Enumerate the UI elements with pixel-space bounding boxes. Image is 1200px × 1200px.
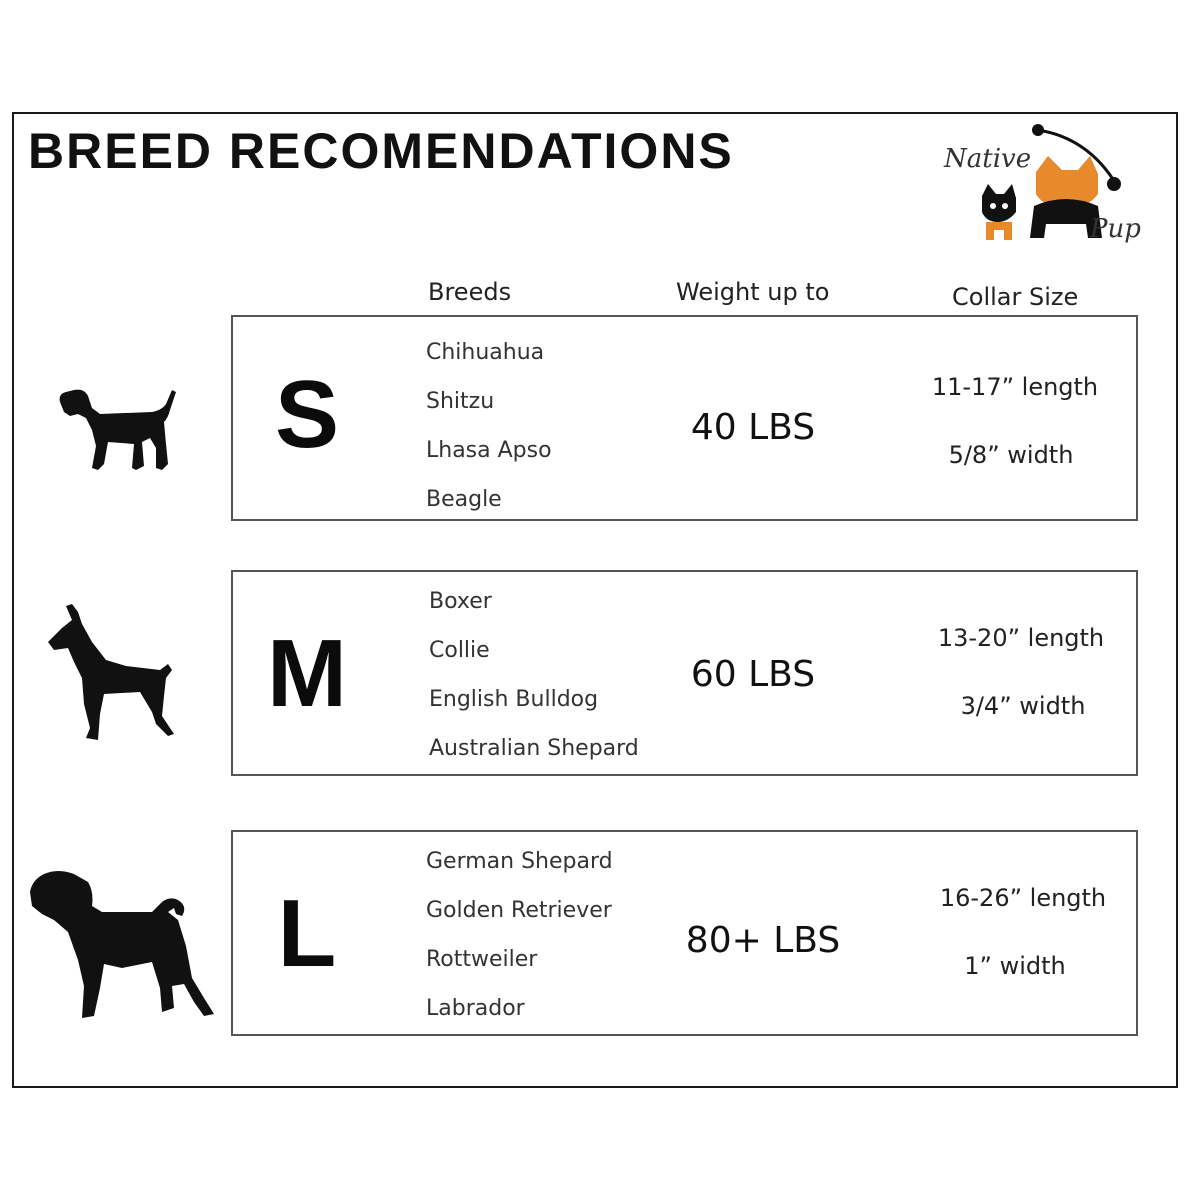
size-m-box bbox=[231, 570, 1138, 776]
header-weight: Weight up to bbox=[676, 278, 830, 306]
breed-item: Beagle bbox=[426, 487, 502, 512]
collar-width: 5/8” width bbox=[948, 441, 1074, 469]
header-breeds: Breeds bbox=[428, 278, 512, 306]
size-letter: S bbox=[274, 361, 340, 468]
breed-item: English Bulldog bbox=[429, 687, 599, 712]
weight-value: 40 LBS bbox=[690, 407, 816, 448]
collar-length: 11-17” length bbox=[931, 373, 1099, 401]
collar-width: 3/4” width bbox=[960, 692, 1086, 720]
weight-value: 80+ LBS bbox=[685, 920, 841, 961]
breed-list bbox=[426, 846, 613, 1042]
page-title: BREED RECOMENDATIONS bbox=[28, 123, 734, 179]
small-dog-silhouette-icon bbox=[56, 384, 180, 476]
header-collar-size: Collar Size bbox=[952, 283, 1079, 311]
collar-length: 13-20” length bbox=[937, 624, 1105, 652]
collar-length: 16-26” length bbox=[939, 884, 1107, 912]
breed-item: Chihuahua bbox=[426, 340, 545, 365]
breed-item: Rottweiler bbox=[426, 947, 538, 972]
breed-item: Shitzu bbox=[426, 389, 495, 414]
medium-dog-silhouette-icon bbox=[44, 604, 194, 744]
weight-value: 60 LBS bbox=[690, 654, 816, 695]
breed-item: Labrador bbox=[426, 996, 525, 1021]
breed-item: Boxer bbox=[429, 589, 492, 614]
breed-item: Collie bbox=[429, 638, 490, 663]
large-dog-silhouette-icon bbox=[28, 868, 218, 1024]
size-letter: L bbox=[277, 880, 337, 987]
breed-list bbox=[429, 586, 639, 782]
native-pup-logo bbox=[938, 118, 1148, 258]
breed-item: Australian Shepard bbox=[429, 736, 639, 761]
breed-item: Lhasa Apso bbox=[426, 438, 552, 463]
collar-width: 1” width bbox=[964, 952, 1066, 980]
size-s-box bbox=[231, 315, 1138, 521]
logo-word-pup: Pup bbox=[1090, 214, 1141, 244]
size-l-box bbox=[231, 830, 1138, 1036]
size-letter: M bbox=[267, 620, 347, 727]
logo-word-native: Native bbox=[944, 144, 1032, 174]
breed-item: Golden Retriever bbox=[426, 898, 612, 923]
breed-item: German Shepard bbox=[426, 849, 613, 874]
breed-list bbox=[426, 337, 552, 533]
